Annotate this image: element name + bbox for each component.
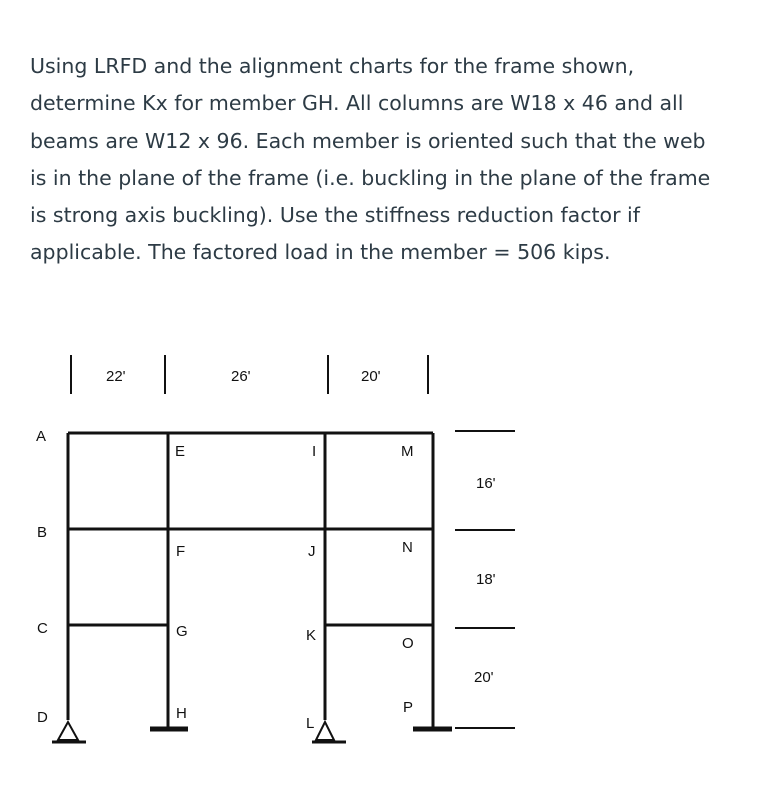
- question-line: beams are W12 x 96. Each member is oriented such that the web: [30, 128, 706, 153]
- joint-label-H: H: [176, 705, 187, 722]
- joint-label-K: K: [306, 627, 317, 644]
- joint-label-O: O: [402, 635, 414, 652]
- joint-label-G: G: [176, 623, 188, 640]
- joint-label-L: L: [306, 715, 315, 732]
- joint-label-A: A: [36, 428, 47, 445]
- span-dim-ab-ef: 22': [106, 368, 126, 385]
- columns: [68, 433, 433, 728]
- question-line: Using LRFD and the alignment charts for the frame shown,: [30, 54, 635, 78]
- pin-support-L: [312, 722, 346, 742]
- story-dim-bottom: 20': [474, 669, 494, 686]
- joint-label-N: N: [402, 539, 413, 556]
- joint-label-E: E: [175, 443, 186, 460]
- joint-label-C: C: [37, 620, 48, 637]
- question-line: determine Kx for member GH. All columns are W18 x 46 and all: [30, 91, 684, 116]
- joint-label-B: B: [37, 524, 48, 541]
- joint-label-M: M: [401, 443, 414, 460]
- span-dim-ef-ij: 26': [231, 368, 251, 385]
- story-dim-top: 16': [476, 475, 496, 492]
- span-dim-ij-mn: 20': [361, 368, 381, 385]
- question-line: applicable. The factored load in the member = 506 kips.: [30, 240, 611, 265]
- question-line: is in the plane of the frame (i.e. buckling in the plane of the frame: [30, 165, 711, 190]
- pin-support-D: [52, 722, 86, 742]
- beams: [68, 433, 433, 625]
- joint-label-J: J: [308, 543, 316, 560]
- joint-label-P: P: [403, 699, 414, 716]
- joint-label-I: I: [312, 443, 317, 460]
- joint-label-F: F: [176, 543, 186, 560]
- question-line: is strong axis buckling). Use the stiffness reduction factor if: [30, 203, 640, 228]
- story-dim-middle: 18': [476, 571, 496, 588]
- joint-label-D: D: [37, 709, 48, 726]
